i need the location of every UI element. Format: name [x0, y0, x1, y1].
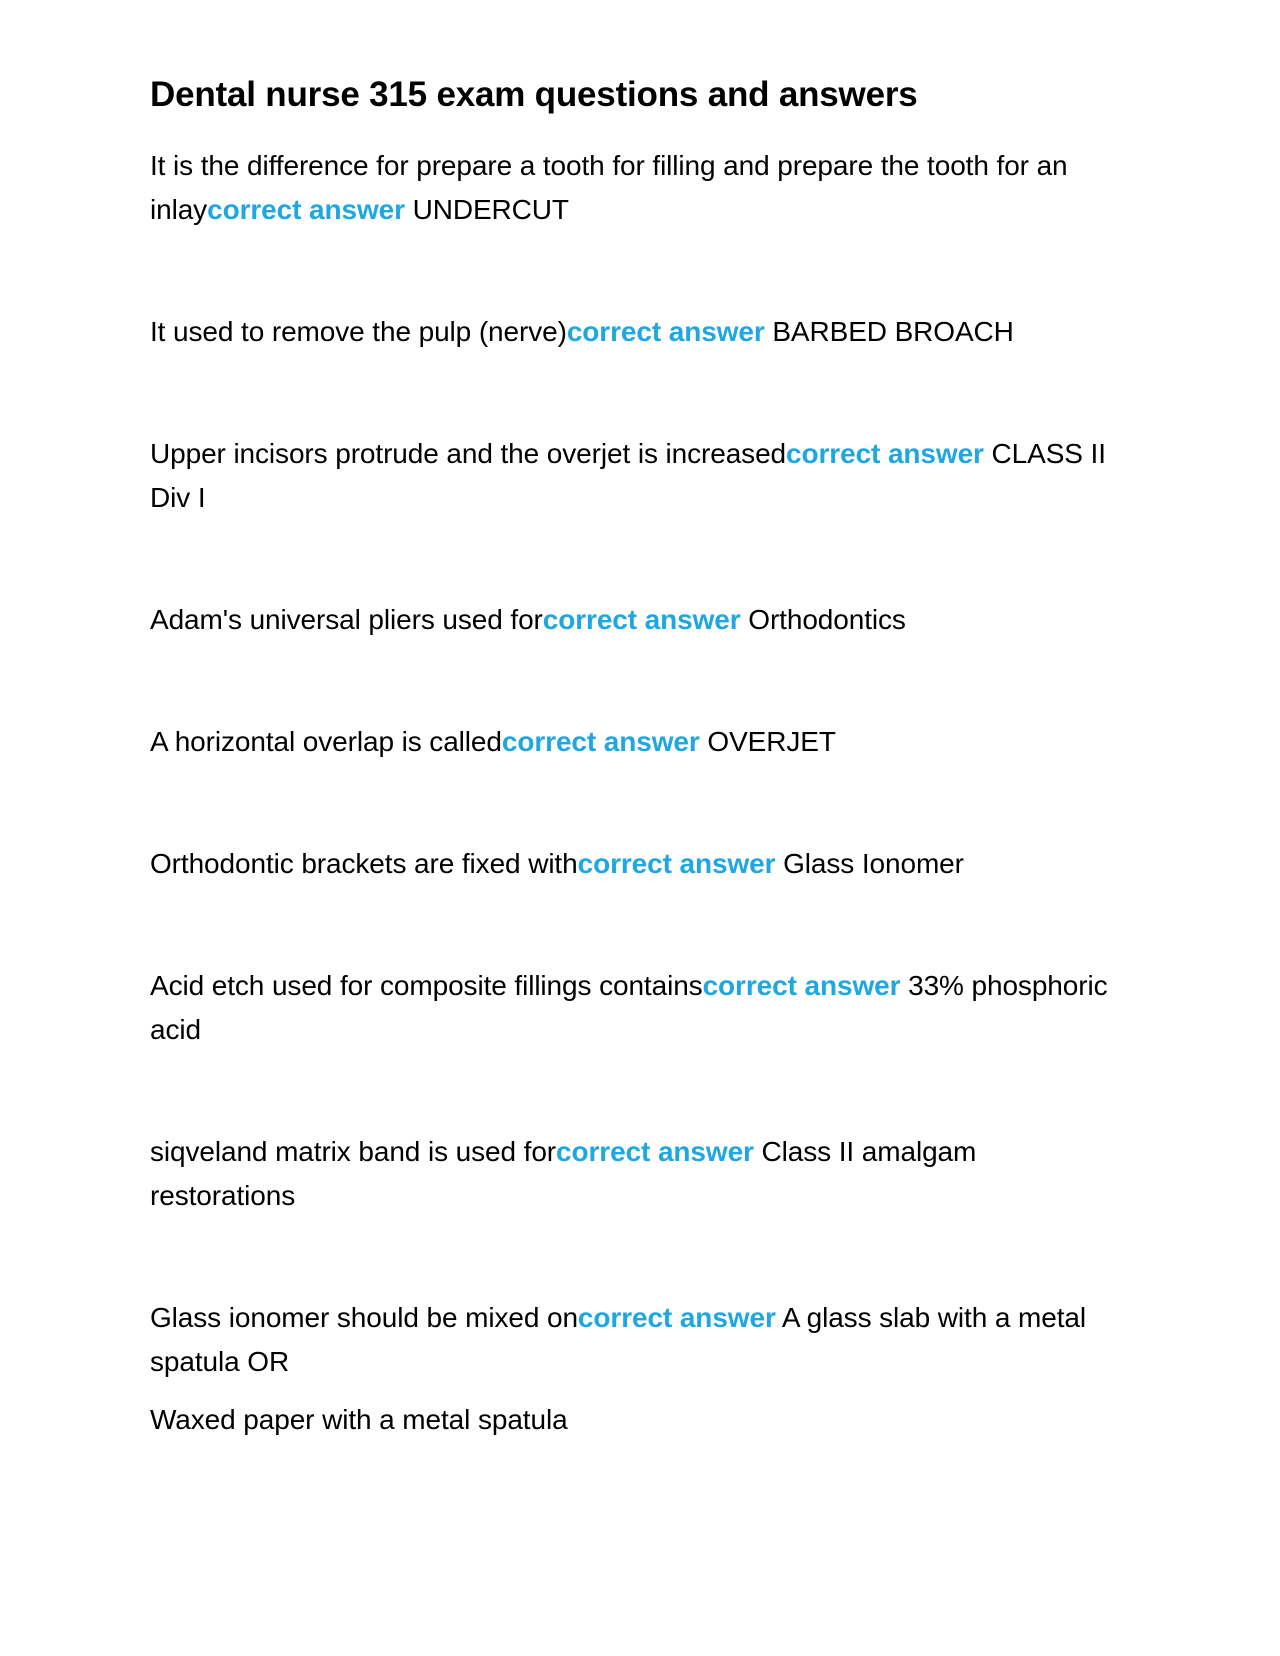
answer-marker: correct answer	[207, 193, 405, 225]
question-text: Glass ionomer should be mixed on	[150, 1301, 578, 1333]
answer-marker: correct answer	[501, 725, 700, 757]
answer-continuation: Waxed paper with a metal spatula	[150, 1403, 568, 1435]
answer-marker: correct answer	[566, 315, 765, 347]
qa-item	[150, 964, 1110, 1052]
answer-text: Orthodontics	[748, 603, 906, 635]
qa-item	[150, 310, 1110, 354]
qa-item	[150, 598, 1110, 642]
answer-text: OVERJET	[707, 725, 836, 757]
document-page	[150, 72, 1110, 1442]
qa-item	[150, 432, 1110, 520]
answer-text: A glass slab with a metal spatula OR	[150, 1301, 1086, 1377]
answer-marker: correct answer	[577, 847, 776, 879]
answer-text: BARBED BROACH	[772, 315, 1014, 347]
answer-marker: correct answer	[702, 969, 901, 1001]
question-text: A horizontal overlap is called	[150, 725, 502, 757]
answer-text: Glass Ionomer	[783, 847, 964, 879]
answer-marker: correct answer	[556, 1135, 754, 1167]
answer-marker: correct answer	[786, 437, 984, 469]
question-text: Acid etch used for composite fillings contains	[150, 969, 703, 1001]
question-text: Upper incisors protrude and the overjet is increased	[150, 437, 787, 469]
qa-item	[150, 842, 1110, 886]
question-text: It is the difference for prepare a tooth for filling and prepare the tooth for an inlay	[150, 149, 1068, 225]
answer-text: Class II amalgam restorations	[150, 1135, 977, 1211]
answer-marker: correct answer	[542, 603, 741, 635]
qa-item	[150, 1296, 1110, 1384]
qa-item	[150, 720, 1110, 764]
qa-item	[150, 144, 1110, 232]
qa-item	[150, 1130, 1110, 1218]
question-text: It used to remove the pulp (nerve)	[150, 315, 567, 347]
answer-text: CLASS II Div I	[150, 437, 1106, 513]
answer-text: 33% phosphoric acid	[150, 969, 1108, 1045]
question-text: Adam's universal pliers used for	[150, 603, 543, 635]
question-text: siqveland matrix band is used for	[150, 1135, 557, 1167]
document-title: Dental nurse 315 exam questions and answers	[150, 75, 918, 114]
question-text: Orthodontic brackets are fixed with	[150, 847, 578, 879]
answer-marker: correct answer	[577, 1301, 776, 1333]
answer-text: UNDERCUT	[412, 193, 569, 225]
